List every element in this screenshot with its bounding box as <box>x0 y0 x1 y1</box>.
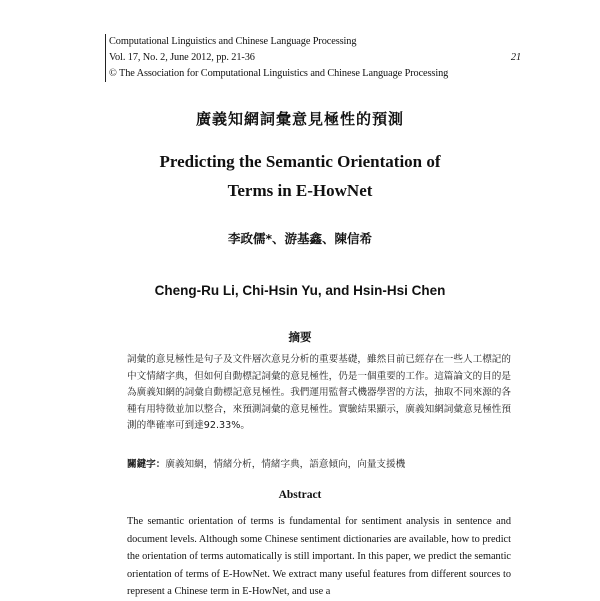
title-english-line2: Terms in E-HowNet <box>227 181 373 200</box>
authors-chinese: 李政儒*、游基鑫、陳信希 <box>227 231 373 246</box>
page-number: 21 <box>510 52 521 63</box>
title-english-line1: Predicting the Semantic Orientation of <box>159 152 441 171</box>
journal-header <box>105 34 521 82</box>
copyright-line: © The Association for Computational Linguistics and Chinese Language Processing <box>109 68 449 79</box>
abstract-chinese-text: 詞彙的意見極性是句子及文件層次意見分析的重要基礎，雖然目前已經存在一些人工標記的中文情緒字典，但如何自動標記詞彙的意見極性，仍是一個重要的工作。這篇論文的目的是為廣義知網的詞彙自動標記意見極性。我們運用監督式機器學習的方法，抽取不同來源的各種有用特徵並加以整合，來預測詞彙的意見極性。實驗結果顯示，廣義知網詞彙意見極性預測的準確率可到達92.33%。 <box>127 354 511 432</box>
authors-english: Cheng-Ru Li, Chi-Hsin Yu, and Hsin-Hsi Chen <box>154 283 446 298</box>
title-english <box>0 147 600 205</box>
abstract-english-heading: Abstract <box>278 489 322 501</box>
title-chinese: 廣義知網詞彙意見極性的預測 <box>195 110 404 128</box>
keywords-chinese <box>127 457 511 473</box>
journal-name: Computational Linguistics and Chinese Language Processing <box>109 36 357 47</box>
issue-info: Vol. 17, No. 2, June 2012, pp. 21-36 <box>109 52 255 63</box>
keywords-text: 廣義知網，情緒分析，情緒字典，語意傾向，向量支援機 <box>165 459 406 470</box>
abstract-english-text: The semantic orientation of terms is fundamental for sentiment analysis in sentence and document levels. Although some Chinese sentiment dictionaries are available, how to predict the orientation of terms automatically is still important. In this paper, we predict the semantic orientation of terms of E-HowNet. We extract many useful features from different sources to represent a Chinese term in E-HowNet, and use a <box>127 516 511 598</box>
issue-line <box>109 50 521 66</box>
keywords-label: 關鍵字： <box>127 459 166 470</box>
abstract-chinese-heading: 摘要 <box>288 330 312 344</box>
